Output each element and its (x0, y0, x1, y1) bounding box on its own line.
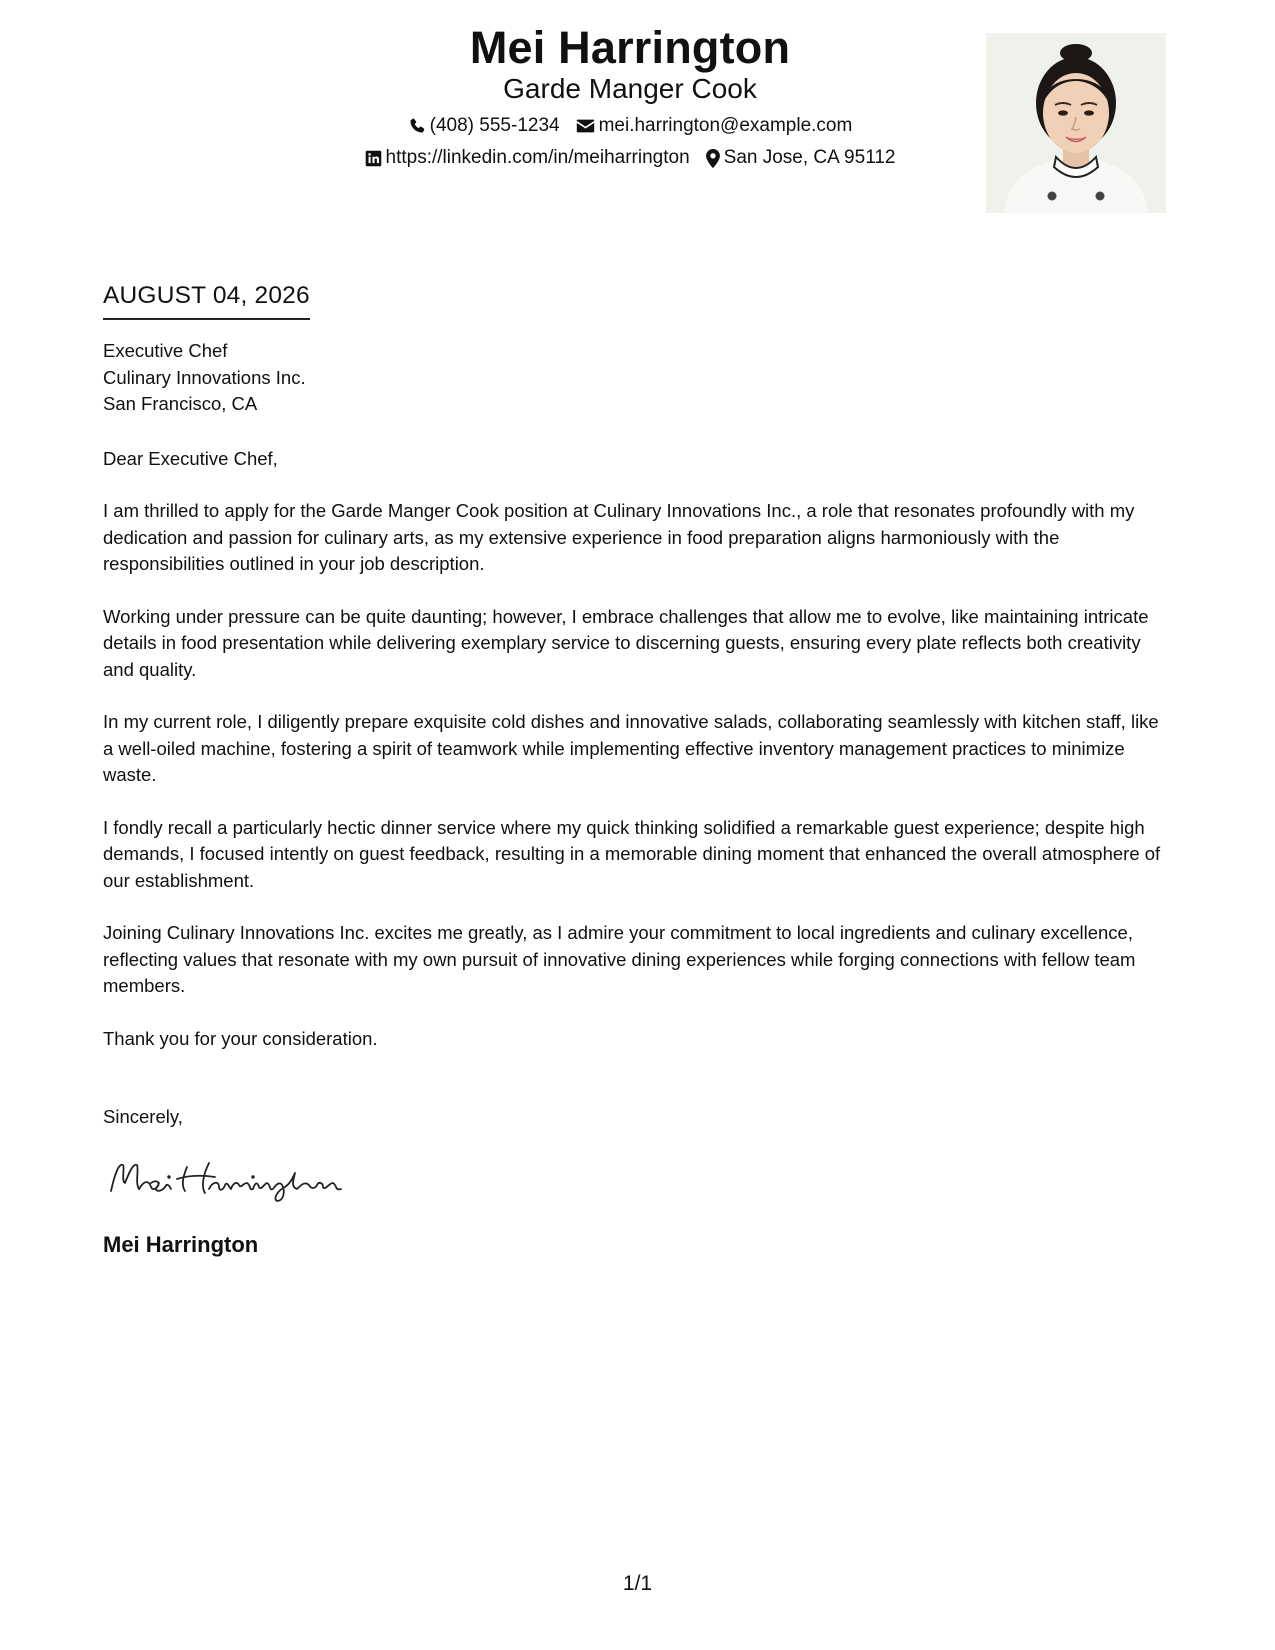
signer-name: Mei Harrington (103, 1231, 259, 1257)
email-contact (576, 110, 853, 142)
page-number: 1/1 (622, 1572, 653, 1595)
phone-contact (408, 110, 560, 142)
applicant-name: Mei Harrington (469, 22, 791, 73)
location-text: San Jose, CA 95112 (723, 147, 896, 168)
body-paragraph: I fondly recall a particularly hectic dinner service where my quick thinking solidified a remarkable guest experience; despite high demands, I focused intently on guest feedback, resulting in a memorable dining moment that enhanced the overall atmosphere of our establishment. (103, 816, 1161, 891)
letter-body (103, 280, 1173, 1259)
body-paragraph: I am thrilled to apply for the Garde Manger Cook position at Culinary Innovations Inc., a role that resonates profoundly with my dedication and passion for culinary arts, as my extensive experience in food preparation aligns harmoniously with the responsibilities outlined in your job description. (103, 500, 1135, 574)
recipient-location: San Francisco, CA (103, 393, 258, 414)
thanks-line: Thank you for your consideration. (103, 1027, 378, 1049)
body-paragraph: Joining Culinary Innovations Inc. excites me greatly, as I admire your commitment to local ingredients and culinary excellence, reflecting values that resonate with my own pursuit of innovative dining experiences while forging connections with fellow team members. (103, 922, 1136, 996)
location-contact (706, 142, 896, 174)
applicant-title: Garde Manger Cook (503, 73, 757, 104)
body-paragraph: Working under pressure can be quite daunting; however, I embrace challenges that allow me to evolve, like maintaining intricate details in food presentation while delivering exemplary service to discerning guests, ensuring every plate reflects both creativity and quality. (103, 605, 1149, 680)
profile-photo (986, 33, 1166, 213)
closing-line: Sincerely, (103, 1106, 183, 1127)
envelope-icon (576, 118, 595, 134)
recipient-block (103, 338, 1173, 418)
linkedin-contact (365, 142, 690, 174)
body-paragraph: In my current role, I diligently prepare exquisite cold dishes and innovative salads, collaborating seamlessly with kitchen staff, like a well-oiled machine, fostering a spirit of teamwork while implementing effective inventory management practices to minimize waste. (103, 711, 1159, 785)
map-pin-icon (706, 149, 720, 168)
letter-date: AUGUST 04, 2026 (103, 280, 310, 320)
handwritten-signature (105, 1153, 365, 1207)
linkedin-text[interactable]: https://linkedin.com/in/meiharrington (385, 147, 690, 168)
recipient-company: Culinary Innovations Inc. (103, 366, 306, 388)
phone-text[interactable]: (408) 555-1234 (429, 115, 560, 136)
linkedin-icon (365, 150, 382, 167)
recipient-title: Executive Chef (103, 340, 228, 361)
email-text[interactable]: mei.harrington@example.com (598, 115, 853, 136)
salutation: Dear Executive Chef, (103, 447, 278, 469)
phone-icon (408, 117, 426, 135)
